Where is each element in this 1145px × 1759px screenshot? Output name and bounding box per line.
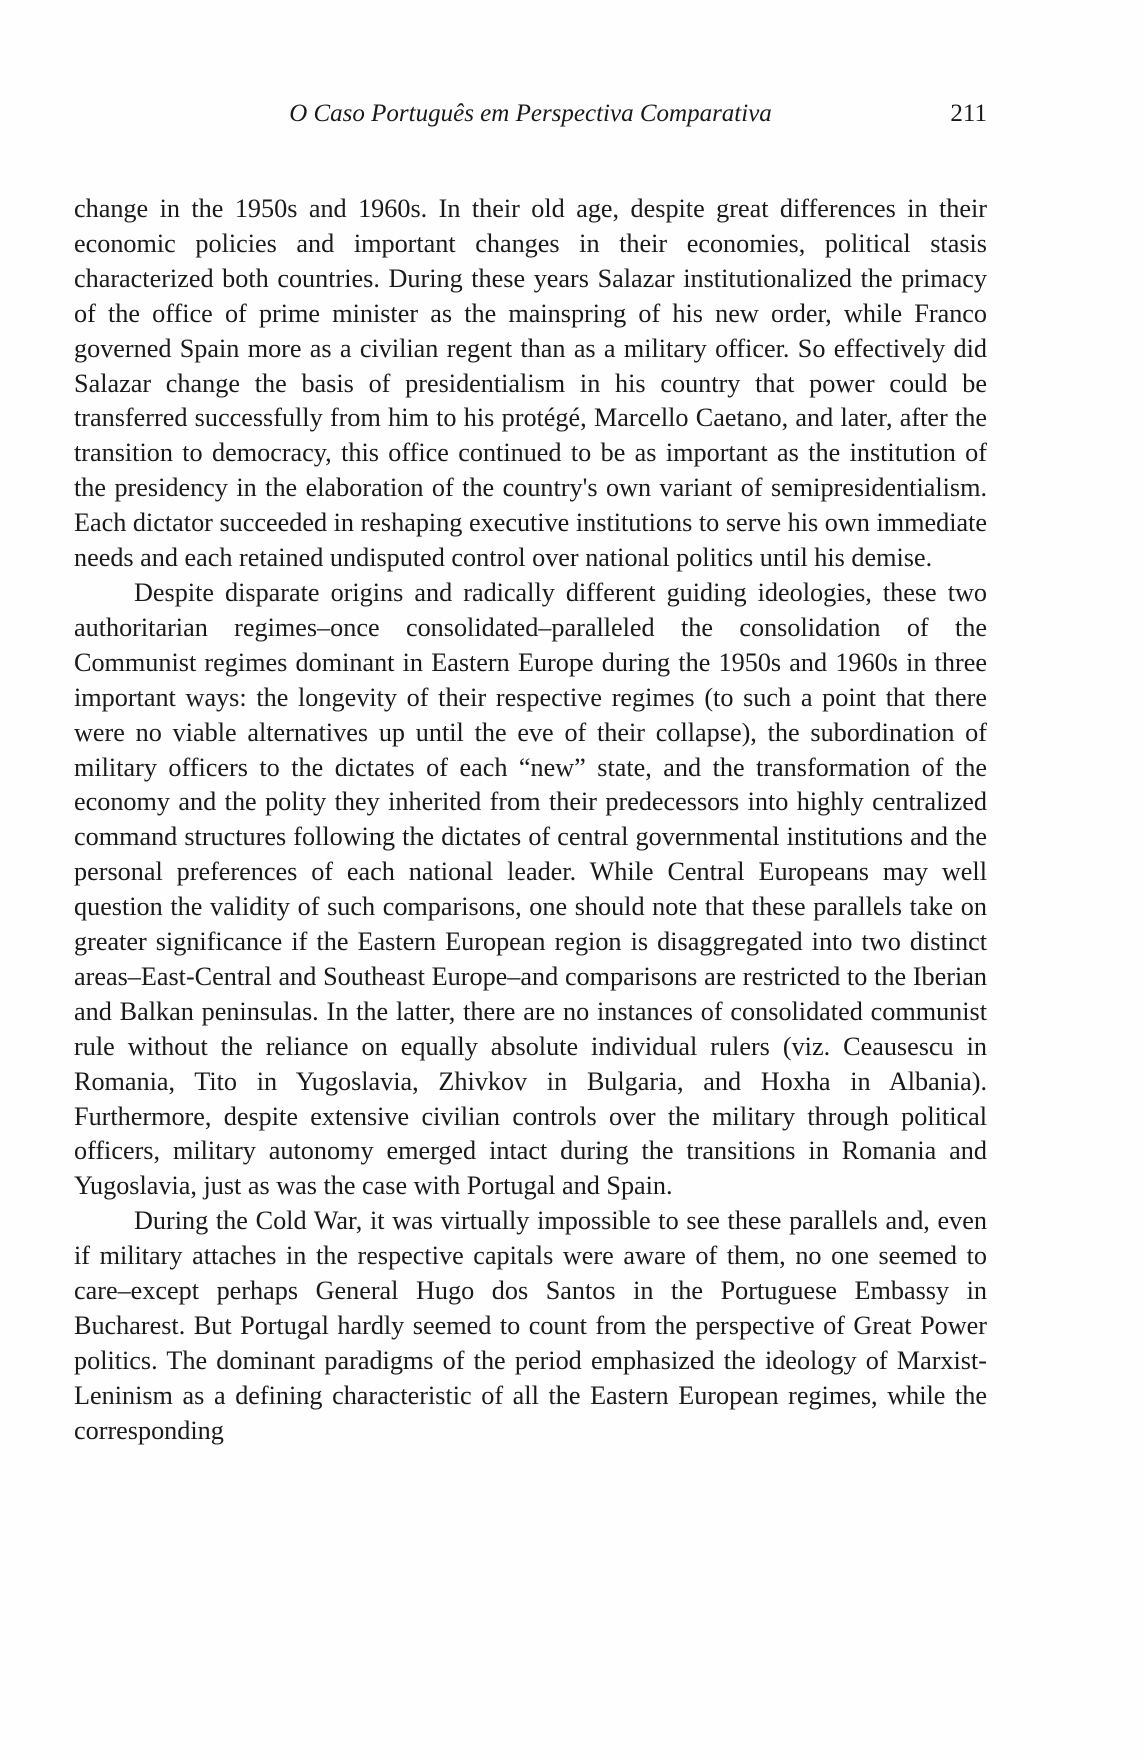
running-title: O Caso Português em Perspectiva Comparativa bbox=[289, 100, 772, 127]
paragraph-cold-war: During the Cold War, it was virtually impossible to see these parallels and, even if military attaches in the respective capitals were aware of them, no one seemed to care–except perhaps General Hugo dos Santos in the Portuguese Embassy in Bucharest. But Portugal hardly seemed to count from the perspective of Great Power politics. The dominant paradigms of the period emphasized the ideology of Marxist-Leninism as a defining characteristic of all the Eastern European regimes, while the corresponding bbox=[74, 1206, 987, 1445]
running-head bbox=[74, 96, 987, 132]
paragraph-authoritarian-parallels: Despite disparate origins and radically different guiding ideologies, these two authoritarian regimes–once consolidated–paralleled the consolidation of the Communist regimes dominant in Eastern Europe during the 1950s and 1960s in three important ways: the longevity of their respective regimes (to such a point that there were no viable alternatives up until the eve of their collapse), the subordination of military officers to the dictates of each “new” state, and the transformation of the economy and the polity they inherited from their predecessors into highly centralized command structures following the dictates of central governmental institutions and the personal preferences of each national leader. While Central Europeans may well question the validity of such comparisons, one should note that these parallels take on greater significance if the Eastern European region is disaggregated into two distinct areas–East-Central and Southeast Europe–and comparisons are restricted to the Iberian and Balkan peninsulas. In the latter, there are no instances of consolidated communist rule without the reliance on equally absolute individual rulers (viz. Ceausescu in Romania, Tito in Yugoslavia, Zhivkov in Bulgaria, and Hoxha in Albania). Furthermore, despite extensive civilian controls over the military through political officers, military autonomy emerged intact during the transitions in Romania and Yugoslavia, just as was the case with Portugal and Spain. bbox=[74, 577, 987, 1201]
body-text bbox=[74, 192, 987, 1449]
paragraph-continued: change in the 1950s and 1960s. In their old age, despite great differences in their economic policies and important changes in their economies, political stasis characterized both countries. During these years Salazar institutionalized the primacy of the office of prime minister as the mainspring of his new order, while Franco governed Spain more as a civilian regent than as a military officer. So effectively did Salazar change the basis of presidentialism in his country that power could be transferred successfully from him to his protégé, Marcello Caetano, and later, after the transition to democracy, this office continued to be as important as the institution of the presidency in the elaboration of the country's own variant of semipresidentialism. Each dictator succeeded in reshaping executive institutions to serve his own immediate needs and each retained undisputed control over national politics until his demise. bbox=[74, 194, 987, 573]
page-number: 211 bbox=[950, 100, 987, 127]
